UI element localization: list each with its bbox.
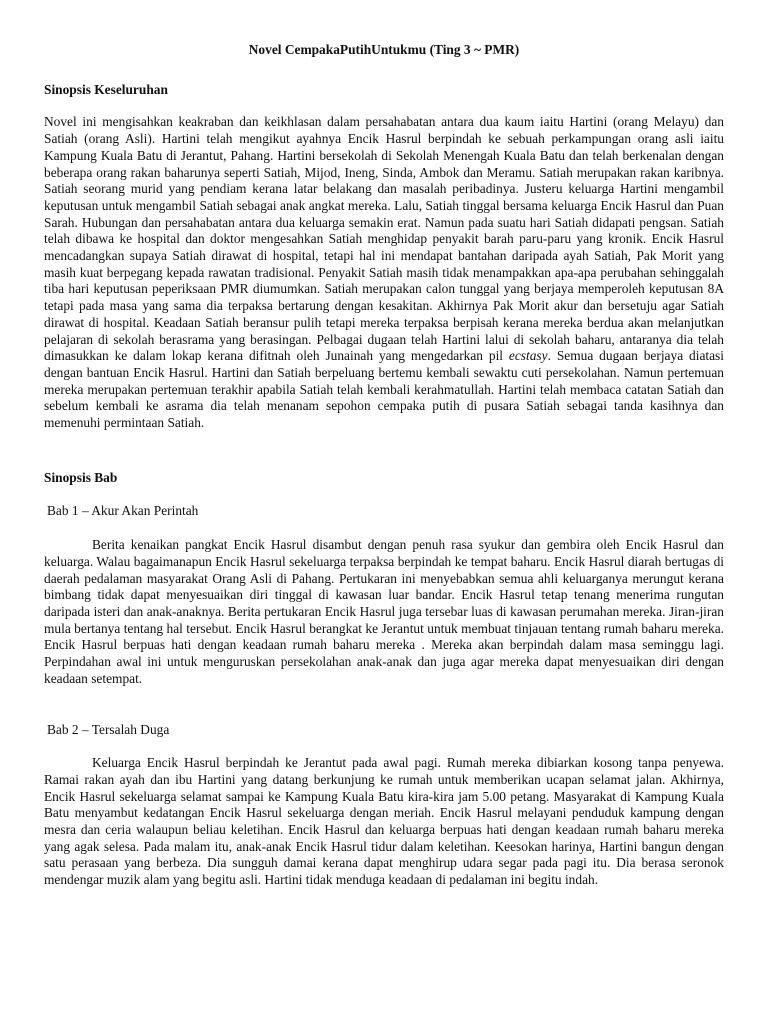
chapter-1-block: [44, 503, 724, 687]
chapter-synopsis-heading: Sinopsis Bab: [44, 469, 118, 485]
chapter-2-block: [44, 722, 724, 889]
overall-synopsis-text: [44, 114, 724, 431]
chapter-2-text: Keluarga Encik Hasrul berpindah ke Jerantut pada awal pagi. Rumah mereka dibiarkan kosong tanpa penyewa. Ramai rakan ayah dan ibu Hartini yang datang berkunjung ke rumah untuk memberikan ucapan selamat jalan. Akhirnya, Encik Hasrul sekeluarga selamat sampai ke Kampung Kuala Batu kira-kira jam 5.00 petang. Masyarakat di Kampung Kuala Batu menyambut kedatangan Encik Hasrul sekeluarga dengan meriah. Encik Hasrul melayani penduduk kampung dengan mesra dan ceria walaupun beliau keletihan. Encik Hasrul dan keluarga berpuas hati dengan keadaan rumah baharu mereka yang agak selesa. Pada malam itu, anak-anak Encik Hasrul tidur dalam keletihan. Keesokan harinya, Hartini bangun dengan satu perasaan yang berbeza. Dia sungguh damai kerana dapat menghirup udara segar pada pagi itu. Dia berasa seronok mendengar muzik alam yang begitu asli. Hartini tidak menduga keadaan di pedalaman ini begitu indah.: [44, 755, 724, 888]
synopsis-text-part-1: Novel ini mengisahkan keakraban dan keikhlasan dalam persahabatan antara dua kaum iaitu Hartini (orang Melayu) dan Satiah (orang Asli). Hartini telah mengikut ayahnya Encik Hasrul berpindah ke sebuah perkampungan orang asli iaitu Kampung Kuala Batu di Jerantut, Pahang. Hartini bersekolah di Sekolah Menengah Kuala Batu dan telah berkenalan dengan beberapa orang rakan baharunya seperti Satiah, Mijod, Ineng, Sinda, Ambok dan Meramu. Satiah merupakan rakan karibnya. Satiah seorang murid yang pendiam kerana latar belakang dan masalah peribadinya. Justeru keluarga Hartini mengambil keputusan untuk mengambil Satiah sebagai anak angkat mereka. Lalu, Satiah tinggal bersama keluarga Encik Hasrul dan Puan Sarah. Hubungan dan persahabatan antara dua keluarga semakin erat. Namun pada suatu hari Satiah didapati pengsan. Satiah telah dibawa ke hospital dan doktor mengesahkan Satiah menghidap penyakit barah paru-paru yang kronik. Encik Hasrul mencadangkan supaya Satiah dirawat di hospital, tetapi hal ini mendapat bantahan daripada ayah Satiah, Pak Morit yang masih kuat berpegang kepada rawatan tradisional. Penyakit Satiah masih tidak menampakkan apa-apa perubahan sehinggalah tiba hari keputusan peperiksaan PMR diumumkan. Satiah merupakan calon tunggal yang berjaya memperoleh keputusan 8A tetapi pada masa yang sama dia terpaksa bertarung dengan kesakitan. Akhirnya Pak Morit akur dan bersetuju agar Satiah dirawat di hospital. Keadaan Satiah beransur pulih tetapi mereka terpaksa berpisah kerana mereka berdua akan melanjutkan pelajaran di sekolah berasrama yang berasingan. Pelbagai dugaan telah Hartini lalui di sekolah baharu, antaranya dia telah dimasukkan ke dalam lokap kerana difitnah oleh Junainah yang mengedarkan pil: [44, 114, 724, 364]
chapter-2-title: Bab 2 – Tersalah Duga: [47, 721, 170, 737]
document-title: Novel CempakaPutihUntukmu (Ting 3 ~ PMR): [248, 42, 520, 57]
synopsis-text-part-2: . Semua dugaan berjaya diatasi dengan bantuan Encik Hasrul. Hartini dan Satiah berpeluang bertemu kembali sewaktu cuti persekolahan. Namun pertemuan mereka merupakan pertemuan terakhir apabila Satiah telah kembali kerahmatullah. Hartini telah membaca catatan Satiah dan sebelum kembali ke asrama dia telah menanam sepohon cempaka putih di pusara Satiah sebagai tanda kasihnya dan memenuhi permintaan Satiah.: [44, 348, 724, 431]
chapter-1-title: Bab 1 – Akur Akan Perintah: [47, 503, 199, 519]
chapter-1-text: Berita kenaikan pangkat Encik Hasrul disambut dengan penuh rasa syukur dan gembira oleh Encik Hasrul dan keluarga. Walau bagaimanapun Encik Hasrul sekeluarga terpaksa berpindah ke tempat baharu. Encik Hasrul diarah bertugas di daerah pedalaman masyarakat Orang Asli di Pahang. Pertukaran ini menyebabkan semua ahli keluarganya merungut kerana bimbang tidak dapat menyesuaikan diri tinggal di kawasan luar bandar. Encik Hasrul tetap tenang menerima rungutan daripada isteri dan anak-anaknya. Berita pertukaran Encik Hasrul juga tersebar luas di kawasan perumahan mereka. Jiran-jiran mula bertanya tentang hal tersebut. Encik Hasrul berangkat ke Jerantut untuk membuat tinjauan tentang rumah baharu mereka. Encik Hasrul berpuas hati dengan keadaan rumah baharu mereka . Mereka akan berpindah dalam masa seminggu lagi. Perpindahan awal ini untuk menguruskan persekolahan anak-anak dan juga agar mereka dapat menyesuaikan diri dengan keadaan setempat.: [44, 537, 724, 686]
overall-synopsis-heading: Sinopsis Keseluruhan: [44, 81, 168, 97]
synopsis-italic-word: ecstasy: [508, 348, 548, 364]
